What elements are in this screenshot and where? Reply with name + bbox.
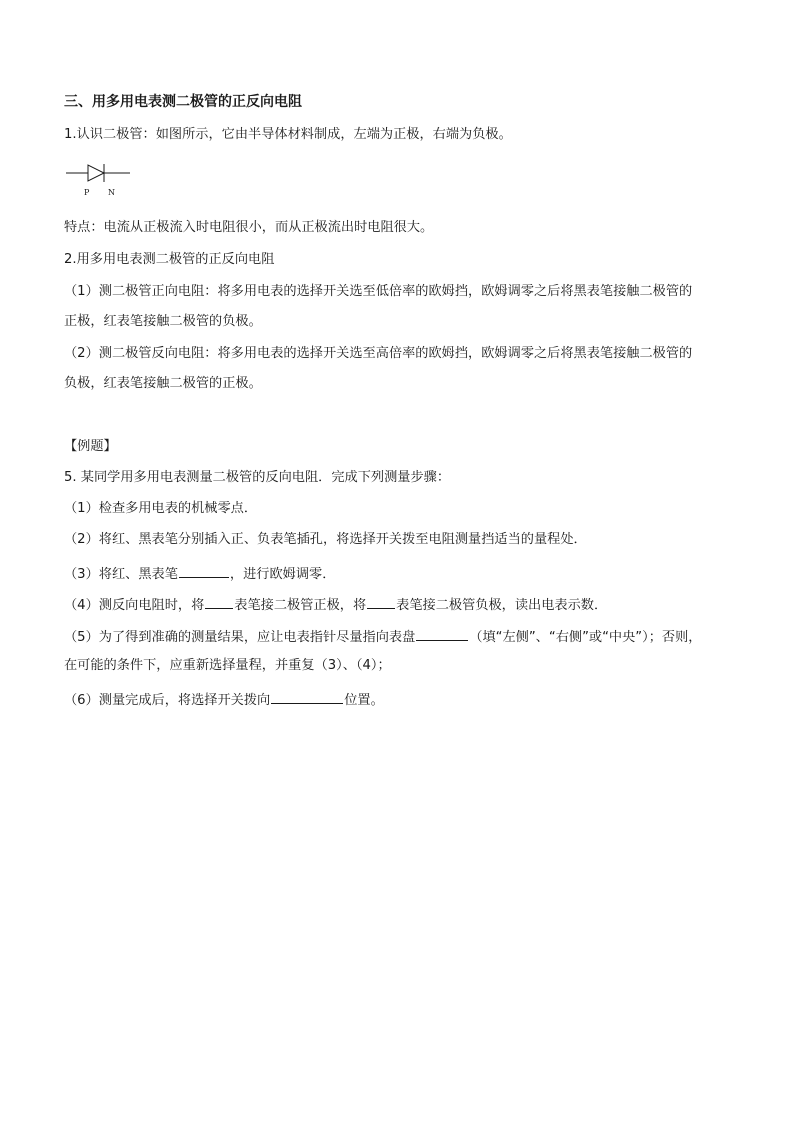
step-4-text-c: 表笔接二极管负极，读出电表示数． [396, 598, 608, 613]
step-5 [64, 626, 701, 647]
step-5-line-2: 在可能的条件下，应重新选择量程，并重复（3）、（4）； [64, 658, 391, 673]
step-2: （2）将红、黑表笔分别插入正、负表笔插孔，将选择开关拨至电阻测量挡适当的量程处． [64, 532, 587, 547]
step-3 [64, 563, 335, 584]
diode-n-label: N [108, 188, 115, 197]
example-question: 5. 某同学用多用电表测量二极管的反向电阻．完成下列测量步骤： [64, 470, 451, 485]
step-4-blank-1[interactable] [205, 594, 233, 609]
diode-symbol-icon [64, 160, 136, 190]
sub-heading: 2.用多用电表测二极管的正反向电阻 [64, 252, 275, 267]
diode-figure [64, 160, 136, 204]
step-1: （1）检查多用电表的机械零点． [64, 501, 258, 516]
step-3-text-b: ，进行欧姆调零． [229, 567, 336, 582]
step-4-text-b: 表笔接二极管正极，将 [234, 598, 367, 613]
step-6-text-b: 位置。 [344, 693, 384, 708]
forward-resistance-line-1: （1）测二极管正向电阻：将多用电表的选择开关选至低倍率的欧姆挡，欧姆调零之后将黑表笔接触二极管的 [64, 284, 693, 299]
diode-p-label: P [84, 188, 90, 197]
step-6 [64, 689, 384, 710]
diode-feature: 特点：电流从正极流入时电阻很小，而从正极流出时电阻很大。 [64, 220, 434, 235]
step-3-blank[interactable] [179, 563, 229, 578]
section-heading: 三、用多用电表测二极管的正反向电阻 [64, 94, 302, 110]
step-5-text-a: （5）为了得到准确的测量结果，应让电表指针尽量指向表盘 [64, 630, 416, 645]
step-4-blank-2[interactable] [367, 594, 395, 609]
step-5-blank[interactable] [416, 626, 468, 641]
step-6-blank[interactable] [271, 689, 343, 704]
forward-resistance-line-2: 正极，红表笔接触二极管的负极。 [64, 314, 262, 329]
step-3-text-a: （3）将红、黑表笔 [64, 567, 178, 582]
reverse-resistance-line-2: 负极，红表笔接触二极管的正极。 [64, 376, 262, 391]
step-6-text-a: （6）测量完成后，将选择开关拨向 [64, 693, 271, 708]
diode-intro: 1.认识二极管：如图所示，它由半导体材料制成，左端为正极，右端为负极。 [64, 127, 512, 142]
step-4-text-a: （4）测反向电阻时，将 [64, 598, 205, 613]
step-5-text-b: （填“左侧”、“右侧”或“中央”）；否则， [469, 630, 702, 645]
example-tag: 【例题】 [64, 439, 117, 454]
reverse-resistance-line-1: （2）测二极管反向电阻：将多用电表的选择开关选至高倍率的欧姆挡，欧姆调零之后将黑表笔接触二极管的 [64, 346, 693, 361]
step-4 [64, 594, 607, 615]
